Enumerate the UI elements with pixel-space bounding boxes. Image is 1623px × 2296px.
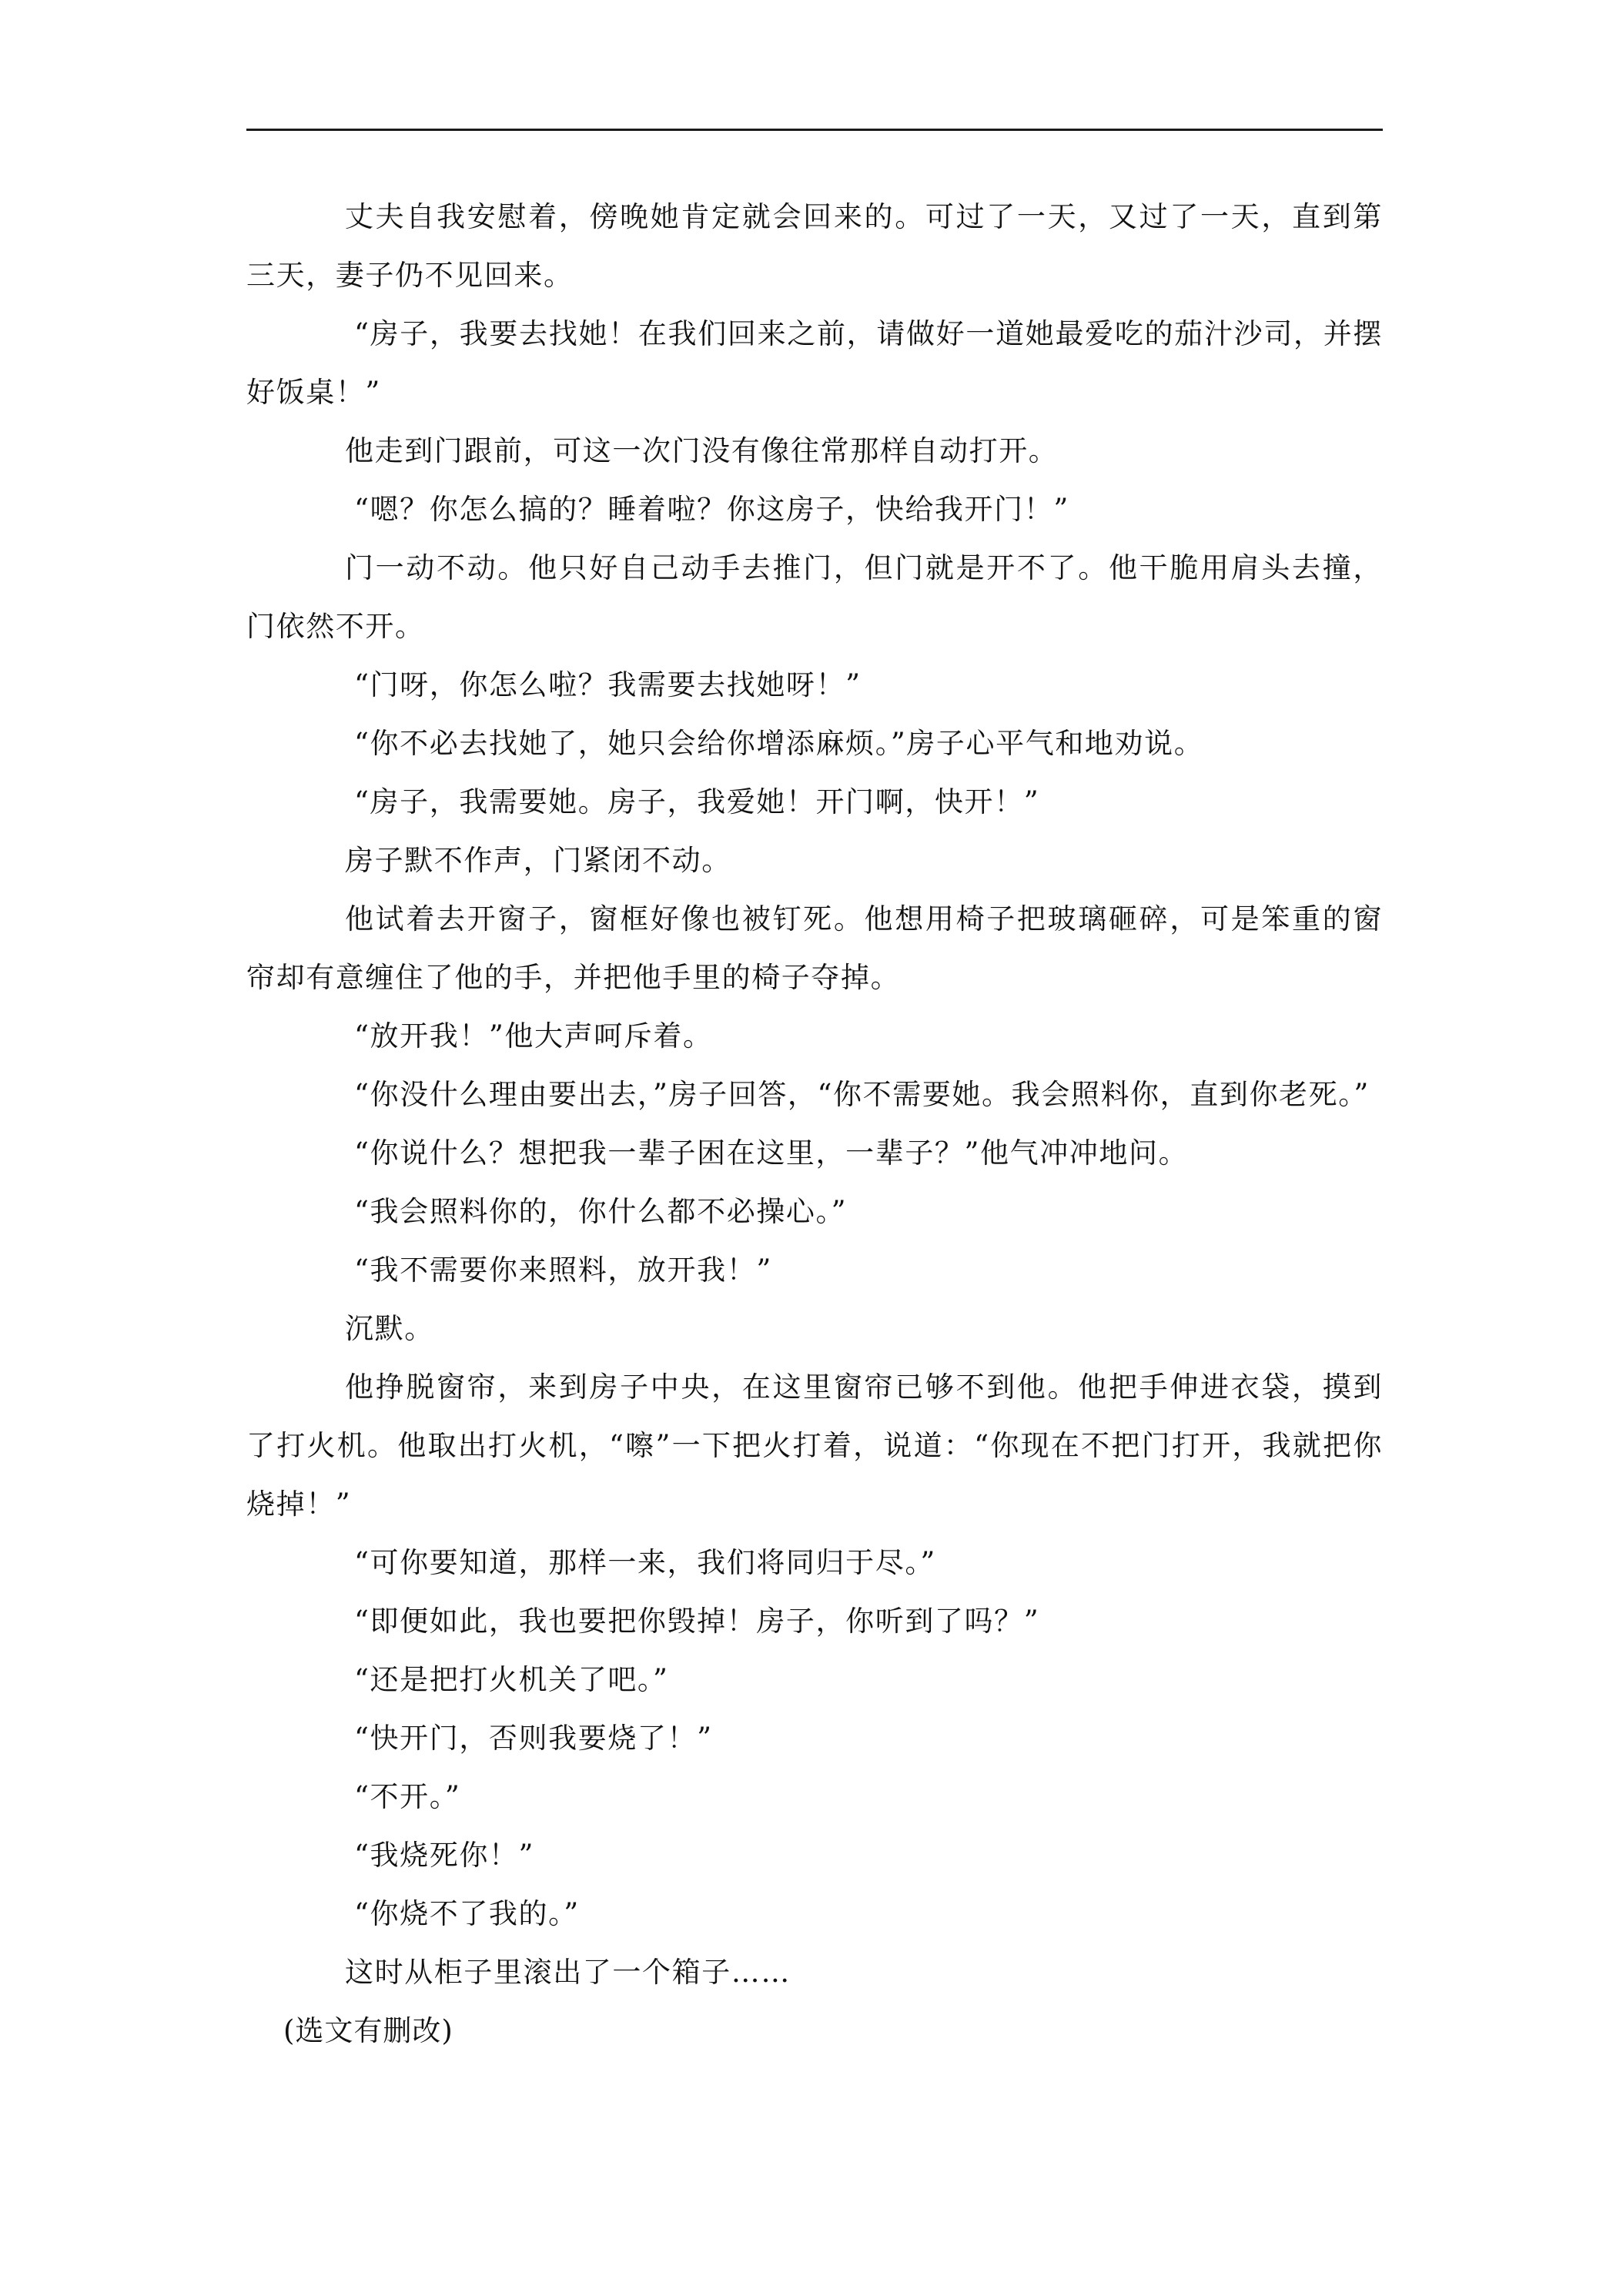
- paragraph: 丈夫自我安慰着，傍晚她肯定就会回来的。可过了一天，又过了一天，直到第三天，妻子仍不见回来。: [246, 200, 1383, 292]
- paragraph: “即便如此，我也要把你毁掉！房子，你听到了吗？”: [354, 1605, 1040, 1638]
- paragraph: “还是把打火机关了吧。”: [354, 1663, 669, 1696]
- paragraph: 他挣脱窗帘，来到房子中央，在这里窗帘已够不到他。他把手伸进衣袋，摸到了打火机。他取出打火机，“嚓”一下把火打着，说道：“你现在不把门打开，我就把你烧掉！”: [246, 1371, 1383, 1521]
- paragraph: 门一动不动。他只好自己动手去推门，但门就是开不了。他干脆用肩头去撞，门依然不开。: [246, 551, 1383, 643]
- paragraph: “你烧不了我的。”: [354, 1897, 580, 1930]
- paragraph: 他走到门跟前，可这一次门没有像往常那样自动打开。: [345, 434, 1059, 467]
- paragraph: “我烧死你！”: [354, 1839, 535, 1872]
- paragraph: “快开门，否则我要烧了！”: [354, 1722, 713, 1755]
- paragraph: 沉默。: [345, 1312, 434, 1345]
- header-rule: [246, 129, 1383, 131]
- paragraph: 这时从柜子里滚出了一个箱子……: [345, 1956, 791, 1989]
- paragraph: “你不必去找她了，她只会给你增添麻烦。”房子心平气和地劝说。: [354, 727, 1204, 760]
- paragraph: “可你要知道，那样一来，我们将同归于尽。”: [354, 1546, 936, 1579]
- paragraph: 房子默不作声，门紧闭不动。: [345, 844, 731, 877]
- paragraph: “你说什么？想把我一辈子困在这里，一辈子？”他气冲冲地问。: [354, 1136, 1189, 1170]
- paragraph: “门呀，你怎么啦？我需要去找她呀！”: [354, 668, 862, 701]
- document-body: [246, 188, 1383, 2060]
- paragraph: 他试着去开窗子，窗框好像也被钉死。他想用椅子把玻璃砸碎，可是笨重的窗帘却有意缠住了他的手，并把他手里的椅子夺掉。: [246, 902, 1383, 994]
- source-note: (选文有删改): [283, 2014, 453, 2047]
- paragraph: “放开我！”他大声呵斥着。: [354, 1019, 713, 1053]
- paragraph: “嗯？你怎么搞的？睡着啦？你这房子，快给我开门！”: [354, 493, 1069, 526]
- paragraph: “我不需要你来照料，放开我！”: [354, 1253, 772, 1287]
- paragraph: “房子，我要去找她！在我们回来之前，请做好一道她最爱吃的茄汁沙司，并摆好饭桌！”: [246, 317, 1383, 409]
- paragraph: “你没什么理由要出去，”房子回答，“你不需要她。我会照料你，直到你老死。”: [354, 1078, 1370, 1111]
- paragraph: “不开。”: [354, 1780, 461, 1813]
- paragraph: “我会照料你的，你什么都不必操心。”: [354, 1195, 848, 1228]
- paragraph: “房子，我需要她。房子，我爱她！开门啊，快开！”: [354, 785, 1040, 818]
